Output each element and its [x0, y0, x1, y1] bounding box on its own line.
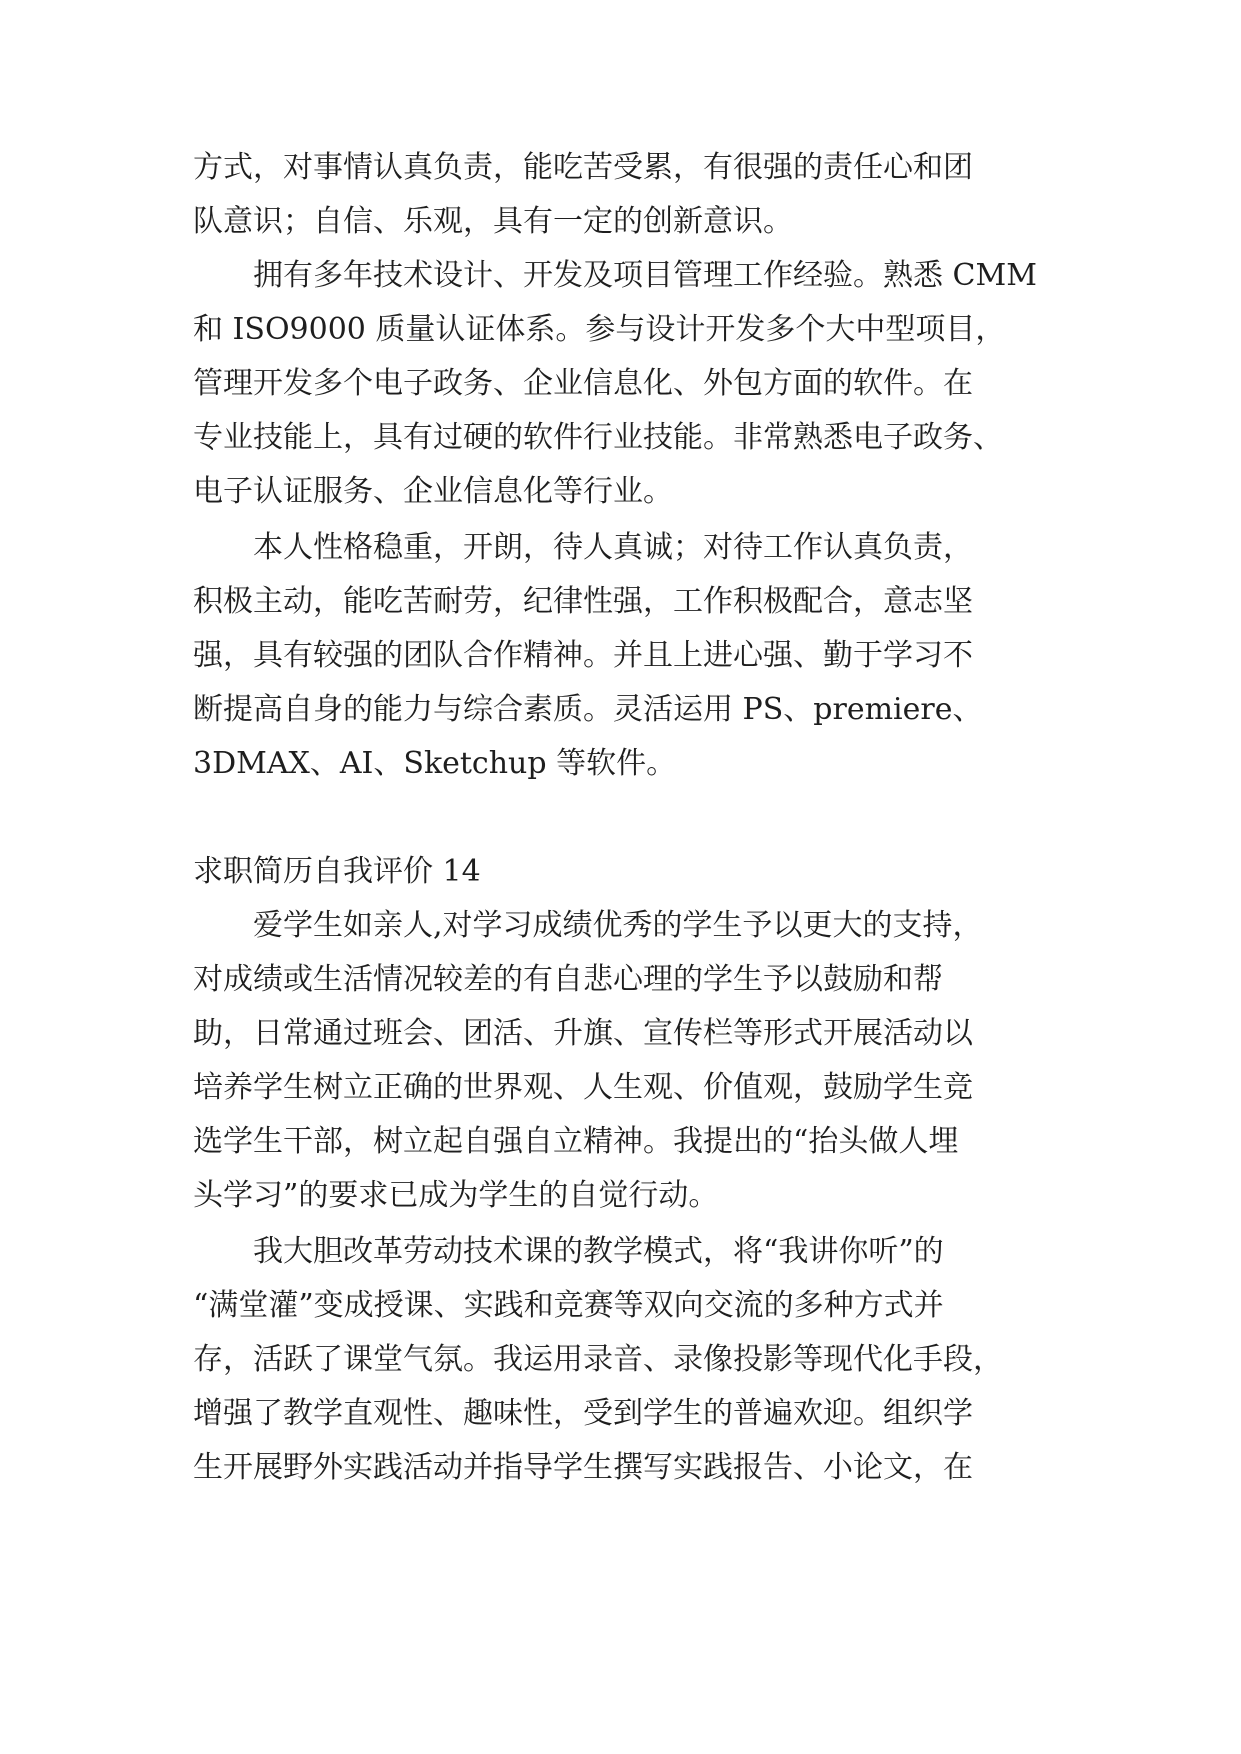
text-line: 对成绩或生活情况较差的有自悲心理的学生予以鼓励和帮 [193, 962, 943, 997]
text-line: 方式，对事情认真负责，能吃苦受累，有很强的责任心和团 [193, 150, 973, 185]
text-line: 电子认证服务、企业信息化等行业。 [193, 474, 673, 509]
text-line: 拥有多年技术设计、开发及项目管理工作经验。熟悉 CMM [253, 258, 1037, 293]
text-line: 强，具有较强的团队合作精神。并且上进心强、勤于学习不 [193, 638, 973, 673]
text-line: 选学生干部，树立起自强自立精神。我提出的“抬头做人埋 [193, 1124, 959, 1159]
text-line: 3DMAX、AI、Sketchup 等软件。 [193, 746, 677, 781]
text-line: 头学习”的要求已成为学生的自觉行动。 [193, 1178, 719, 1213]
section-heading: 求职简历自我评价 14 [193, 854, 481, 889]
text-line: 本人性格稳重，开朗，待人真诚；对待工作认真负责， [253, 530, 973, 565]
text-line: 断提高自身的能力与综合素质。灵活运用 PS、premiere、 [193, 692, 983, 727]
text-line: 我大胆改革劳动技术课的教学模式，将“我讲你听”的 [253, 1234, 944, 1269]
text-line: “满堂灌”变成授课、实践和竞赛等双向交流的多种方式并 [193, 1288, 944, 1323]
text-line: 爱学生如亲人,对学习成绩优秀的学生予以更大的支持， [253, 908, 983, 943]
text-line: 培养学生树立正确的世界观、人生观、价值观，鼓励学生竞 [193, 1070, 973, 1105]
text-line: 管理开发多个电子政务、企业信息化、外包方面的软件。在 [193, 366, 973, 401]
text-line: 队意识；自信、乐观，具有一定的创新意识。 [193, 204, 793, 239]
text-line: 增强了教学直观性、趣味性，受到学生的普遍欢迎。组织学 [193, 1396, 973, 1431]
text-line: 助，日常通过班会、团活、升旗、宣传栏等形式开展活动以 [193, 1016, 973, 1051]
text-line: 生开展野外实践活动并指导学生撰写实践报告、小论文，在 [193, 1450, 973, 1485]
text-line: 存，活跃了课堂气氛。我运用录音、录像投影等现代化手段， [193, 1342, 1003, 1377]
text-line: 和 ISO9000 质量认证体系。参与设计开发多个大中型项目， [193, 312, 1006, 347]
text-line: 专业技能上，具有过硬的软件行业技能。非常熟悉电子政务、 [193, 420, 1003, 455]
text-line: 积极主动，能吃苦耐劳，纪律性强，工作积极配合，意志坚 [193, 584, 973, 619]
